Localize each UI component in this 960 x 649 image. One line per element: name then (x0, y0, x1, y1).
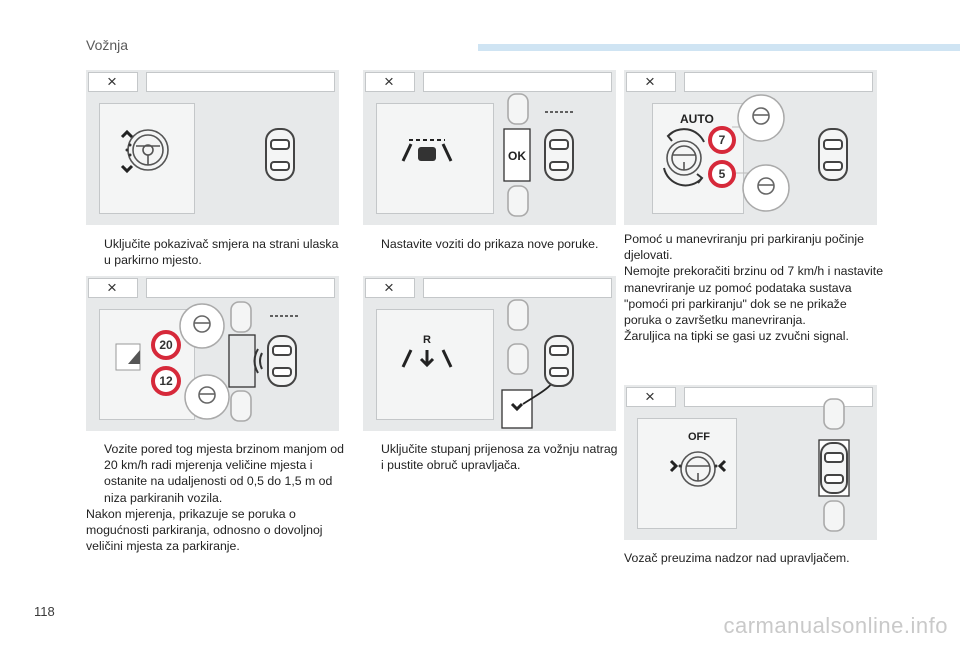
instruction-paragraph: Vozač preuzima nadzor nad upravljačem. (624, 551, 850, 565)
chevron-down-icon (122, 166, 132, 171)
chevron-right-icon (671, 461, 676, 471)
steering-wheel-icon (667, 141, 701, 175)
instruction-paragraph: Pomoć u manevriranju pri parkiranju počinje djelovati. (624, 232, 864, 263)
parked-car-icon (508, 300, 528, 374)
close-icon: × (645, 387, 655, 406)
ok-label: OK (508, 149, 526, 163)
car-icon (268, 336, 296, 386)
speed-badge-bottom-label: 5 (718, 167, 726, 181)
instruction-auto (624, 231, 886, 344)
car-icon (821, 443, 847, 493)
car-icon (545, 336, 573, 386)
instruction-turn-signal (86, 236, 344, 268)
speed-badge-top-label: 7 (718, 133, 726, 147)
close-icon: × (384, 278, 394, 297)
chevron-left-icon (720, 461, 725, 471)
panel-reverse-gear (363, 276, 616, 431)
panel-off (624, 385, 877, 540)
reverse-arrow-icon (421, 350, 433, 365)
panel-auto-maneuver (624, 70, 877, 225)
assist-circle-icon (180, 304, 229, 419)
instruction-text: Nastavite voziti do prikaza nove poruke. (381, 237, 599, 251)
page-number: 118 (34, 604, 55, 619)
parking-space-frame (229, 335, 255, 387)
car-icon (266, 129, 294, 180)
close-icon: × (645, 72, 655, 91)
parked-car-icon (231, 302, 251, 421)
instruction-paragraph: Žaruljica na tipki se gasi uz zvučni signal. (624, 329, 849, 344)
steering-wheel-icon (681, 452, 715, 486)
instruction-off (624, 550, 886, 566)
instruction-reverse (363, 441, 621, 473)
off-label: OFF (688, 431, 710, 443)
car-icon (545, 130, 573, 180)
header-accent-bar (478, 44, 960, 51)
header-title: Vožnja (86, 37, 129, 53)
parking-grid-icon (116, 344, 140, 370)
instruction-text: Vozite pored tog mjesta brzinom manjom od 20 km/h radi mjerenja veličine mjesta i ostanite na udaljenosti od 0,5 do 1,5 m od niza parkiranih vozila. (104, 442, 344, 505)
car-front-icon (418, 147, 436, 161)
speed-badge-top-label: 20 (159, 338, 173, 352)
car-icon (819, 129, 847, 180)
instruction-paragraph: Nakon mjerenja, prikazuje se poruka o mogućnosti parkiranja, odnosno o dovoljnoj veličini mjesta za parkiranje. (86, 506, 323, 554)
instruction-text: Uključite pokazivač smjera na strani ulaska u parkirno mjesto. (104, 237, 339, 268)
steering-wheel-icon (128, 130, 168, 170)
gear-label: R (423, 334, 431, 346)
auto-illustration (624, 70, 877, 225)
rotate-arrow-icon (664, 129, 704, 185)
panel-space-measurement (86, 276, 339, 431)
close-icon: × (107, 278, 117, 297)
instruction-measurement (86, 441, 344, 554)
watermark: carmanualsonline.info (723, 613, 948, 638)
turn-signal-illustration (86, 70, 339, 225)
ok-illustration (363, 70, 616, 225)
auto-label: AUTO (680, 112, 714, 126)
instruction-paragraph: Nemojte prekoračiti brzinu od 7 km/h i nastavite manevriranje uz pomoć podataka sustava "pomoći pri parkiranju" dok se ne prikaže poruka o završetku manevriranja. (624, 264, 884, 328)
off-illustration (624, 385, 877, 540)
speed-badge-bottom-label: 12 (159, 374, 173, 388)
measurement-illustration (86, 276, 339, 431)
instruction-continue (363, 236, 621, 252)
reverse-illustration (363, 276, 616, 431)
instruction-text: Uključite stupanj prijenosa za vožnju natrag i pustite obruč upravljača. (381, 442, 618, 473)
chevron-up-icon (122, 132, 132, 137)
close-icon: × (107, 72, 117, 91)
close-icon: × (384, 72, 394, 91)
panel-ok-message (363, 70, 616, 225)
panel-turn-signal (86, 70, 339, 225)
